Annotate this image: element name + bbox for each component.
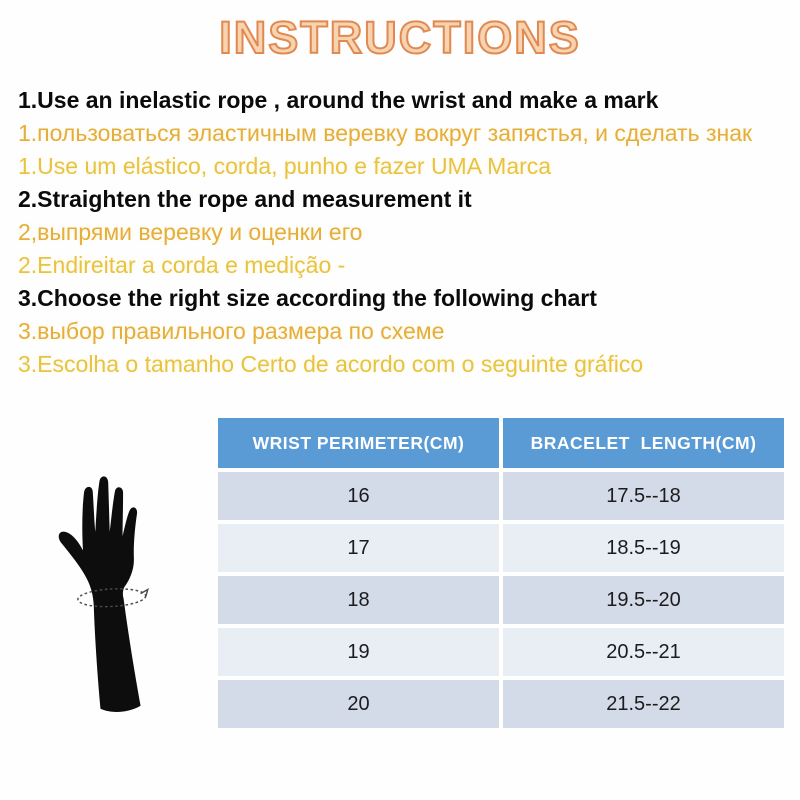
instruction-line-3-ru: 3.выбор правильного размера по схеме (18, 318, 445, 344)
table-cell-wrist-18: 18 (218, 576, 499, 624)
instruction-line-2-en: 2.Straighten the rope and measurement it (18, 186, 472, 212)
column-header-bracelet: BRACELET LENGTH(CM) (503, 418, 784, 468)
instruction-line-2-ru: 2,выпрями веревку и оценки его (18, 219, 363, 245)
instruction-list (18, 84, 800, 381)
instruction-line-1-ru: 1.пользоваться эластичным веревку вокруг запястья, и сделать знак (18, 120, 753, 146)
hand-illustration (46, 464, 194, 716)
table-cell-length-19: 20.5--21 (503, 628, 784, 676)
table-cell-wrist-17: 17 (218, 524, 499, 572)
wrist-measure-arrowhead (141, 589, 148, 596)
size-chart-table (218, 418, 784, 728)
instruction-line-1-pt: 1.Use um elástico, corda, punho e fazer UMA Marca (18, 153, 552, 179)
page-title: INSTRUCTIONS (219, 12, 581, 63)
table-cell-wrist-19: 19 (218, 628, 499, 676)
table-cell-length-17: 18.5--19 (503, 524, 784, 572)
table-cell-length-16: 17.5--18 (503, 472, 784, 520)
instruction-line-1-en: 1.Use an inelastic rope , around the wrist and make a mark (18, 87, 659, 113)
hand-silhouette-icon (59, 476, 141, 712)
table-cell-length-20: 21.5--22 (503, 680, 784, 728)
instruction-line-3-pt: 3.Escolha o tamanho Certo de acordo com o seguinte gráfico (18, 351, 644, 377)
column-header-wrist: WRIST PERIMETER(CM) (218, 418, 499, 468)
instruction-line-2-pt: 2.Endireitar a corda e medição - (18, 252, 346, 278)
table-cell-length-18: 19.5--20 (503, 576, 784, 624)
table-cell-wrist-16: 16 (218, 472, 499, 520)
instruction-line-3-en: 3.Choose the right size according the following chart (18, 285, 597, 311)
table-cell-wrist-20: 20 (218, 680, 499, 728)
